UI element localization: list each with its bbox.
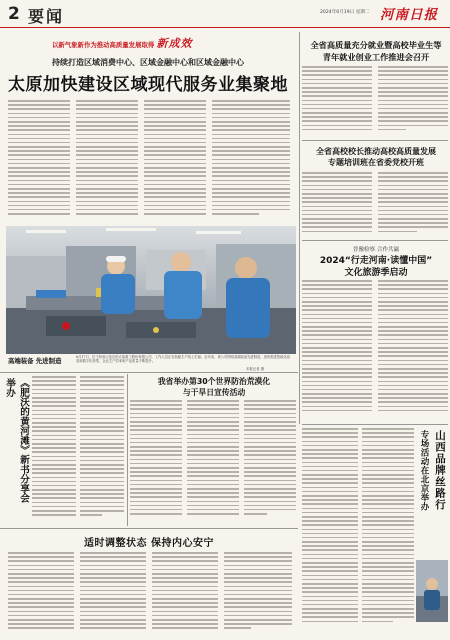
right-story-2-body-a — [302, 172, 372, 238]
header-rule — [0, 27, 450, 28]
right-story-3-title-2: 文化旅游季启动 — [344, 268, 408, 278]
right-story-3 — [302, 242, 450, 424]
right-mid-body-a — [302, 428, 358, 638]
right-story-2-title-1: 全省高校校长推动高校高质量发展 — [316, 147, 436, 156]
factory-photo — [6, 226, 296, 354]
factory-photo-image — [6, 226, 296, 354]
right-story-3-title-1: 2024“行走河南·读懂中国” — [319, 256, 433, 266]
mid-story-body-b — [187, 400, 239, 524]
lead-body-col1 — [8, 100, 70, 220]
left-vertical-body-a — [32, 376, 76, 526]
right-story-1-title-1: 全省高质量充分就业暨高校毕业生等 — [310, 40, 442, 50]
mid-story-title-2: 与干旱日宣传活动 — [182, 388, 246, 397]
bottom-story — [0, 530, 298, 640]
left-vertical-body-b — [80, 376, 124, 526]
right-story-2-body-b — [378, 172, 448, 238]
right-vertical-title-col2: 专场活动在北京举办 — [419, 430, 429, 511]
photo-credit: 本报记者 摄 — [246, 367, 265, 371]
right-rule-2 — [302, 240, 448, 241]
section-title: 要闻 — [28, 7, 65, 26]
masthead-logo: 河南日报 — [380, 7, 438, 23]
right-mid-body-b — [362, 428, 414, 638]
column-divider — [299, 32, 300, 424]
right-story-1 — [302, 32, 450, 140]
right-story-1-title-2: 青年就业创业工作推进会召开 — [322, 52, 430, 62]
bottom-story-title: 适时调整状态 保持内心安宁 — [84, 538, 214, 549]
page-number: 2 — [8, 4, 20, 24]
lead-body-col4 — [212, 100, 290, 220]
right-rule-1 — [302, 140, 448, 141]
right-story-2-title-2: 专题培训班在省委党校开班 — [328, 158, 424, 167]
right-vertical-title — [418, 430, 448, 548]
bottom-story-body-b — [80, 552, 146, 638]
page-header — [0, 0, 450, 32]
right-rule-3 — [302, 424, 448, 425]
photo-bottom-rule — [0, 372, 298, 373]
left-vertical-divider — [127, 374, 128, 526]
mid-story — [130, 374, 298, 526]
right-story-1-body-b — [378, 66, 448, 138]
right-story-1-body-a — [302, 66, 372, 138]
mid-story-title-1: 我省举办第30个世界防治荒漠化 — [157, 377, 271, 386]
right-small-photo-image — [416, 560, 448, 622]
right-story-3-body-a — [302, 280, 372, 422]
lead-kicker — [52, 35, 252, 51]
date-line: 2024年6月19日 星期二 — [320, 10, 370, 15]
lead-body-col2 — [76, 100, 138, 220]
right-small-photo — [416, 560, 448, 622]
right-vertical-title-col1: 山西品牌丝路行 — [434, 430, 446, 511]
right-story-3-kicker: 晋豫检察 合作共赢 — [352, 247, 400, 253]
bottom-story-body-c — [152, 552, 218, 638]
bottom-story-body-a — [8, 552, 74, 638]
mid-story-body-c — [244, 400, 296, 524]
lead-kicker-prefix: 以新气象新作为推动高质量发展取得 — [52, 41, 155, 49]
bottom-story-body-d — [224, 552, 292, 638]
lead-kicker-emph: 新成效 — [156, 37, 193, 50]
right-story-2 — [302, 142, 450, 240]
lead-body-col3 — [144, 100, 206, 220]
right-story-3-body-b — [378, 280, 448, 422]
lead-story — [0, 32, 296, 224]
photo-caption-title: 高端装备 先进制造 — [8, 357, 62, 365]
lead-subtitle: 持续打造区域消费中心、区域金融中心和区域金融中心 — [52, 58, 244, 67]
left-vertical-title: 《肥沃的黄河滩》新书分享会举办 — [4, 378, 29, 503]
bottom-story-rule — [0, 528, 298, 529]
photo-caption-text: 6月17日，位于综改示范区的太原重工股份有限公司，工作人员正在装配生产线上忙碌。近年来，该公司围绕高端装备先进制造，加快推进智能化改造和数字化转型，企业生产效率和产品质量不断提升。 — [76, 355, 290, 364]
lead-title: 太原加快建设区域现代服务业集聚地 — [8, 75, 288, 95]
mid-story-body-a — [130, 400, 182, 524]
